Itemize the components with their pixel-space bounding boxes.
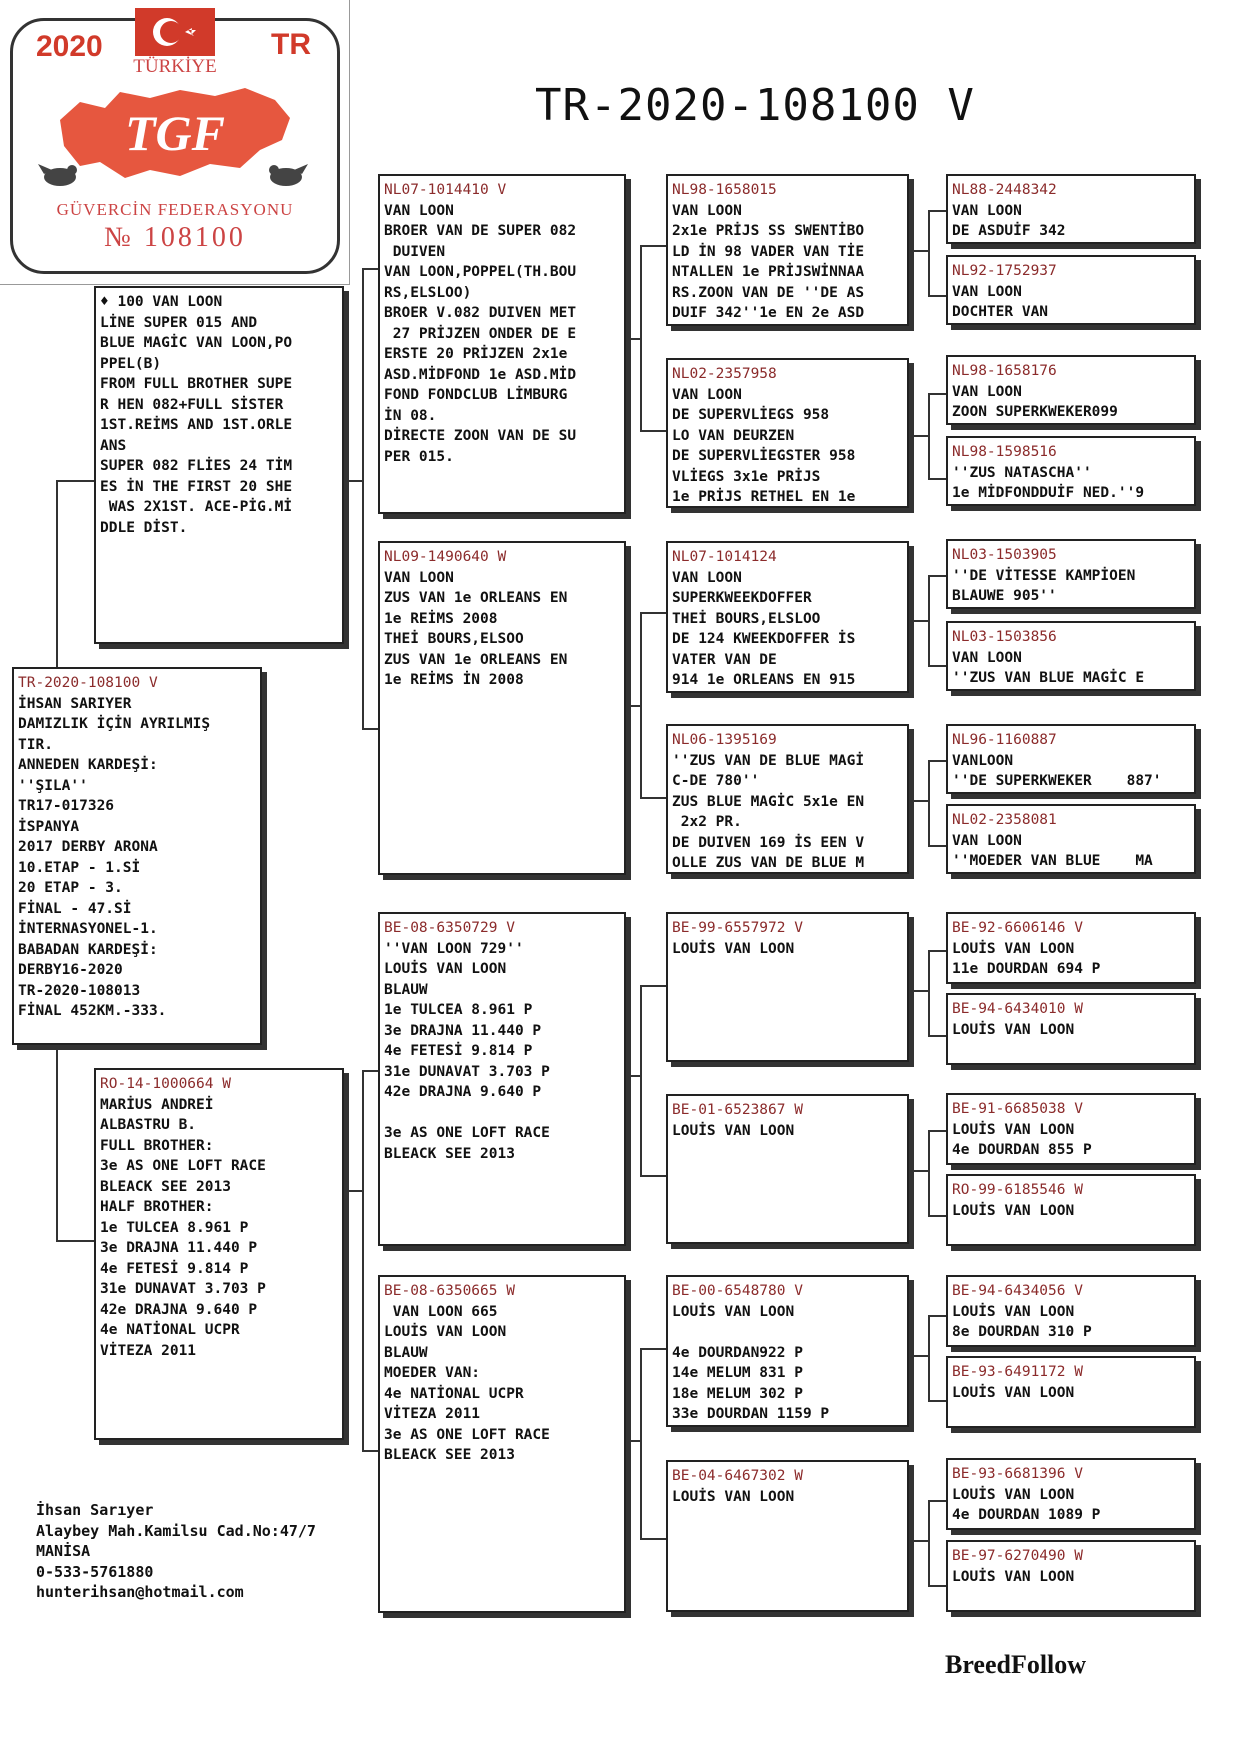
pedigree-line: VAN LOON [952, 202, 1022, 219]
pedigree-line: 1e REİMS İN 2008 [384, 672, 524, 688]
ring-number: NL88-2448342 [952, 182, 1057, 198]
pigeon-card-gen4-11 [946, 1093, 1196, 1165]
pedigree-line: DE ASDUİF 342 [952, 223, 1066, 239]
pedigree-line: BLAUW [384, 981, 428, 998]
pedigree-line: 4e NATİONAL UCPR [100, 1322, 240, 1338]
pedigree-line: BLEACK SEE 2013 [384, 1447, 515, 1463]
pedigree-line: BLUE MAGİC VAN LOON,PO [100, 335, 293, 351]
pedigree-line: DDLE DİST. [100, 519, 188, 536]
pedigree-line: BLEACK SEE 2013 [384, 1145, 515, 1162]
pigeon-card-gen4-9 [946, 912, 1196, 984]
pedigree-line: ES İN THE FIRST 20 SHE [100, 478, 293, 495]
pedigree-line: LİNE SUPER 015 AND [100, 314, 258, 331]
owner-city: MANİSA [36, 1542, 91, 1560]
pedigree-line: LOUİS VAN LOON [384, 1324, 507, 1340]
pedigree-line: TR-2020-108013 [18, 982, 141, 999]
pedigree-line: THEİ BOURS,ELSOO [384, 631, 524, 647]
ring-number: NL02-2358081 [952, 812, 1057, 828]
pedigree-line: 31e DUNAVAT 3.703 P [100, 1281, 266, 1297]
pedigree-line: LOUİS VAN LOON [952, 1121, 1075, 1138]
ring-number: NL98-1658176 [952, 363, 1057, 379]
ring-number: BE-01-6523867 W [672, 1102, 803, 1118]
pedigree-line: WAS 2X1ST. ACE-PİG.Mİ [100, 499, 293, 515]
pedigree-line: LOUİS VAN LOON [952, 1486, 1075, 1503]
page-title: TR-2020-108100 V [535, 80, 975, 131]
pedigree-line: ALBASTRU B. [100, 1117, 197, 1133]
ring-number: TR-2020-108100 V [18, 675, 158, 691]
pedigree-line: HALF BROTHER: [100, 1199, 214, 1215]
pedigree-line: 1ST.REİMS AND 1ST.ORLE [100, 417, 293, 433]
pedigree-line: PER 015. [384, 448, 454, 465]
pedigree-line: ZOON SUPERKWEKER099 [952, 404, 1118, 420]
pedigree-line: LOUİS VAN LOON [952, 1021, 1075, 1038]
owner-name: İhsan Sarıyer [36, 1501, 154, 1519]
pedigree-line: 4e DOURDAN 1089 P [952, 1507, 1101, 1523]
pedigree-line: 31e DUNAVAT 3.703 P [384, 1063, 550, 1080]
brand-logo: BreedFollow [945, 1650, 1087, 1679]
stamp-org: GÜVERCİN FEDERASYONU [56, 200, 294, 219]
pedigree-line: 20 ETAP - 3. [18, 880, 123, 896]
ring-number: BE-04-6467302 W [672, 1468, 803, 1484]
pedigree-line: LOUİS VAN LOON [952, 1202, 1075, 1219]
pigeon-card-sire-sire [378, 174, 626, 514]
pedigree-line: 1e TULCEA 8.961 P [384, 1002, 533, 1018]
pedigree-line: 3e AS ONE LOFT RACE [100, 1158, 266, 1174]
pigeon-card-dam-sire [378, 912, 626, 1246]
pedigree-line: DE DUIVEN 169 İS EEN V [672, 834, 865, 851]
pedigree-line: 42e DRAJNA 9.640 P [100, 1301, 258, 1318]
ring-number: NL98-1598516 [952, 444, 1057, 460]
pigeon-card-gen4-15 [946, 1458, 1196, 1530]
pigeon-card-gen4-7 [946, 724, 1196, 794]
pedigree-line: VAN LOON [384, 569, 454, 586]
pedigree-line: 33e DOURDAN 1159 P [672, 1406, 830, 1422]
pedigree-line: 18e MELUM 302 P [672, 1385, 803, 1402]
pedigree-line: İNTERNASYONEL-1. [18, 921, 158, 937]
pedigree-line: BABADAN KARDEŞİ: [18, 941, 158, 958]
ring-number: NL92-1752937 [952, 263, 1057, 279]
pigeon-card-ssd [666, 358, 909, 508]
pedigree-line: 10.ETAP - 1.Sİ [18, 859, 141, 876]
pedigree-line: İHSAN SARIYER [18, 695, 132, 712]
pedigree-line: ERSTE 20 PRİJZEN 2x1e [384, 346, 568, 362]
pedigree-line: DE SUPERVLİEGS 958 [672, 407, 830, 423]
pigeon-card-dsd [666, 1094, 909, 1244]
pedigree-line: NTALLEN 1e PRİJSWİNNAA [672, 264, 865, 280]
pigeon-card-gen4-13 [946, 1275, 1196, 1347]
pedigree-line: DERBY16-2020 [18, 962, 123, 978]
pedigree-line: FİNAL 452KM.-333. [18, 1003, 167, 1019]
pedigree-line: BROER V.082 DUIVEN MET [384, 305, 577, 321]
pigeon-card-dds [666, 1275, 909, 1427]
pedigree-line: LO VAN DEURZEN [672, 427, 795, 444]
pedigree-line: VAN LOON [672, 386, 742, 403]
pigeon-card-sire-dam [378, 541, 626, 875]
ring-number: NL06-1395169 [672, 732, 777, 748]
pigeon-left-icon [38, 160, 84, 190]
ring-number: BE-99-6557972 V [672, 920, 803, 936]
pedigree-line: FİNAL - 47.Sİ [18, 900, 132, 917]
pedigree-line: ZUS VAN 1e ORLEANS EN [384, 590, 568, 606]
pigeon-card-gen4-16 [946, 1540, 1196, 1612]
pedigree-line: LOUİS VAN LOON [952, 1568, 1075, 1585]
pedigree-line: VİTEZA 2011 [100, 1342, 197, 1359]
pedigree-line: DAMIZLIK İÇİN AYRILMIŞ [18, 716, 211, 732]
pedigree-line: ''VAN LOON 729'' [384, 940, 524, 957]
pedigree-line: OLLE ZUS VAN DE BLUE M [672, 855, 865, 871]
pedigree-line: SUPER 082 FLİES 24 TİM [100, 458, 293, 474]
pedigree-line: ASD.MİDFOND 1e ASD.MİD [384, 366, 577, 383]
pedigree-line: VAN LOON [672, 202, 742, 219]
federation-stamp [0, 0, 350, 285]
pigeon-card-gen4-10 [946, 993, 1196, 1065]
pedigree-line: LOUİS VAN LOON [672, 1488, 795, 1505]
pedigree-line: ♦ 100 VAN LOON [100, 294, 223, 310]
ring-number: NL09-1490640 W [384, 549, 507, 565]
pedigree-line: DİRECTE ZOON VAN DE SU [384, 428, 577, 444]
stamp-country-code: TR [271, 28, 311, 61]
pedigree-line: 1e MİDFONDDUİF NED.''9 [952, 485, 1145, 501]
pedigree-line: R HEN 082+FULL SİSTER [100, 396, 284, 413]
pigeon-card-gen4-3 [946, 355, 1196, 425]
pigeon-card-sds [666, 541, 909, 693]
owner-address: Alaybey Mah.Kamilsu Cad.No:47/7 [36, 1521, 316, 1540]
stamp-year: 2020 [36, 30, 103, 63]
pedigree-line: VAN LOON [952, 832, 1022, 849]
ring-number: BE-08-6350729 V [384, 920, 515, 936]
ring-number: NL07-1014410 V [384, 182, 507, 198]
pedigree-line: RS.ZOON VAN DE ''DE AS [672, 284, 865, 301]
pedigree-line: SUPERKWEEKDOFFER [672, 590, 812, 606]
pigeon-card-gen4-12 [946, 1174, 1196, 1246]
pigeon-card-sire [94, 286, 344, 644]
pedigree-line: LOUİS VAN LOON [672, 1122, 795, 1139]
ring-number: BE-93-6681396 V [952, 1466, 1083, 1482]
pedigree-line: LOUİS VAN LOON [672, 1303, 795, 1320]
ring-number: NL07-1014124 [672, 549, 777, 565]
pedigree-line: VLİEGS 3x1e PRİJS [672, 468, 821, 485]
pedigree-line: BLAUWE 905'' [952, 588, 1057, 604]
pigeon-card-gen4-14 [946, 1356, 1196, 1428]
ring-number: BE-93-6491172 W [952, 1364, 1083, 1380]
pedigree-line: ZUS VAN 1e ORLEANS EN [384, 651, 568, 668]
pedigree-line: 3e AS ONE LOFT RACE [384, 1125, 550, 1141]
pedigree-line: ''ŞILA'' [18, 777, 88, 794]
pedigree-line: LOUİS VAN LOON [952, 940, 1075, 957]
stamp-country: TÜRKİYE [133, 56, 217, 77]
pedigree-line: 914 1e ORLEANS EN 915 [672, 672, 856, 688]
pedigree-line: TR17-017326 [18, 798, 115, 814]
owner-phone: 0-533-5761880 [36, 1562, 154, 1581]
ring-number: NL02-2357958 [672, 366, 777, 382]
owner-email[interactable]: hunterihsan@hotmail.com [36, 1583, 244, 1601]
pedigree-line: FROM FULL BROTHER SUPE [100, 376, 293, 392]
pedigree-line: DE 124 KWEEKDOFFER İS [672, 631, 856, 647]
pedigree-line: RS,ELSLOO) [384, 284, 472, 301]
pedigree-line: TIR. [18, 736, 53, 753]
pedigree-line: ZUS BLUE MAGİC 5x1e EN [672, 793, 865, 810]
pedigree-line: VAN LOON [952, 283, 1022, 300]
pedigree-line: 3e DRAJNA 11.440 P [100, 1240, 258, 1256]
pedigree-line: LOUİS VAN LOON [952, 1384, 1075, 1401]
pedigree-line: LOUİS VAN LOON [672, 940, 795, 957]
pedigree-line: PPEL(B) [100, 355, 162, 372]
pedigree-line: BLAUW [384, 1344, 428, 1361]
pigeon-card-subject [12, 667, 262, 1045]
pedigree-line: ''DE SUPERKWEKER 887' [952, 773, 1162, 789]
ring-number: RO-14-1000664 W [100, 1076, 231, 1092]
pigeon-card-dss [666, 912, 909, 1062]
ring-number: BE-92-6606146 V [952, 920, 1083, 936]
pedigree-line: VATER VAN DE [672, 651, 777, 668]
pedigree-line: LD İN 98 VADER VAN TİE [672, 243, 865, 260]
pigeon-card-gen4-8 [946, 804, 1196, 874]
pedigree-line: VAN LOON [384, 202, 454, 219]
pedigree-line: ANNEDEN KARDEŞİ: [18, 757, 158, 773]
pedigree-line: DOCHTER VAN [952, 304, 1049, 320]
ring-number: BE-00-6548780 V [672, 1283, 803, 1299]
pigeon-card-sdd [666, 724, 909, 874]
pedigree-line: VAN LOON [952, 649, 1022, 666]
pedigree-line: MOEDER VAN: [384, 1365, 481, 1381]
stamp-logo-text: TGF [125, 105, 225, 161]
ring-number: BE-08-6350665 W [384, 1283, 515, 1299]
pedigree-line: VAN LOON [952, 383, 1022, 400]
pedigree-line: 4e DOURDAN 855 P [952, 1142, 1092, 1158]
ring-number: NL03-1503856 [952, 629, 1057, 645]
pedigree-line: İN 08. [384, 407, 437, 424]
pigeon-card-gen4-6 [946, 621, 1196, 691]
pedigree-line: 11e DOURDAN 694 P [952, 961, 1101, 977]
pigeon-card-gen4-2 [946, 255, 1196, 325]
pigeon-card-sss [666, 174, 909, 326]
pedigree-line: THEİ BOURS,ELSLOO [672, 610, 821, 627]
pedigree-line: VANLOON [952, 752, 1014, 769]
pigeon-card-gen4-4 [946, 436, 1196, 506]
pedigree-line: ''ZUS VAN BLUE MAGİC E [952, 670, 1145, 686]
pedigree-line: 4e FETESİ 9.814 P [100, 1260, 249, 1277]
pigeon-card-gen4-1 [946, 174, 1196, 244]
ring-number: BE-97-6270490 W [952, 1548, 1083, 1564]
pedigree-line: DUIF 342''1e EN 2e ASD [672, 305, 865, 321]
pedigree-line: VAN LOON,POPPEL(TH.BOU [384, 264, 577, 280]
ring-number: RO-99-6185546 W [952, 1182, 1083, 1198]
pedigree-line: LOUİS VAN LOON [952, 1303, 1075, 1320]
pedigree-line: ANS [100, 437, 127, 454]
pedigree-line: LOUİS VAN LOON [384, 961, 507, 977]
pedigree-line: VAN LOON 665 [384, 1303, 498, 1320]
turkish-flag-icon [135, 8, 215, 56]
pedigree-line: 27 PRİJZEN ONDER DE E [384, 325, 577, 342]
pigeon-card-gen4-5 [946, 539, 1196, 609]
pedigree-line [672, 1322, 903, 1343]
pedigree-line: VİTEZA 2011 [384, 1406, 481, 1422]
pedigree-line: MARİUS ANDREİ [100, 1096, 214, 1113]
pedigree-line: ''MOEDER VAN BLUE MA [952, 853, 1153, 869]
pedigree-line: BROER VAN DE SUPER 082 [384, 223, 577, 239]
ring-number: NL03-1503905 [952, 547, 1057, 563]
pedigree-line: 14e MELUM 831 P [672, 1365, 803, 1381]
pedigree-line: 4e NATİONAL UCPR [384, 1385, 524, 1402]
pigeon-card-dam-dam [378, 1275, 626, 1613]
pedigree-line: 2x2 PR. [672, 814, 742, 830]
pigeon-card-ddd [666, 1460, 909, 1612]
pedigree-line: 4e FETESİ 9.814 P [384, 1043, 533, 1059]
pedigree-line: C-DE 780'' [672, 773, 760, 789]
pigeon-right-icon [262, 160, 308, 190]
pedigree-line: 3e DRAJNA 11.440 P [384, 1022, 542, 1039]
pedigree-line: ''ZUS VAN DE BLUE MAGİ [672, 752, 865, 769]
pedigree-line: FOND FONDCLUB LİMBURG [384, 387, 568, 403]
owner-contact [36, 1500, 316, 1603]
ring-number: BE-94-6434056 V [952, 1283, 1083, 1299]
pedigree-line: 4e DOURDAN922 P [672, 1344, 803, 1361]
pedigree-line: DUIVEN [384, 243, 446, 260]
pedigree-line: 1e TULCEA 8.961 P [100, 1219, 249, 1236]
ring-number: BE-94-6434010 W [952, 1001, 1083, 1017]
stamp-number: № 108100 [104, 222, 246, 253]
pedigree-line: ''ZUS NATASCHA'' [952, 464, 1092, 481]
pedigree-line: 42e DRAJNA 9.640 P [384, 1084, 542, 1100]
ring-number: BE-91-6685038 V [952, 1101, 1083, 1117]
ring-number: NL98-1658015 [672, 182, 777, 198]
ring-number: NL96-1160887 [952, 732, 1057, 748]
pigeon-card-dam [94, 1068, 344, 1440]
pedigree-line: ''DE VİTESSE KAMPİOEN [952, 567, 1136, 584]
pedigree-line: İSPANYA [18, 818, 80, 835]
pedigree-line: BLEACK SEE 2013 [100, 1178, 231, 1195]
pedigree-line: 8e DOURDAN 310 P [952, 1324, 1092, 1340]
pedigree-line: DE SUPERVLİEGSTER 958 [672, 448, 856, 464]
pedigree-line: 1e PRİJS RETHEL EN 1e [672, 489, 856, 505]
pedigree-line: 1e REİMS 2008 [384, 610, 498, 627]
pedigree-line: FULL BROTHER: [100, 1137, 214, 1154]
pedigree-line: 3e AS ONE LOFT RACE [384, 1426, 550, 1443]
pedigree-line [384, 1103, 620, 1124]
pedigree-line: 2017 DERBY ARONA [18, 839, 158, 855]
pedigree-line: VAN LOON [672, 569, 742, 586]
pedigree-line: 2x1e PRİJS SS SWENTİBO [672, 223, 865, 239]
